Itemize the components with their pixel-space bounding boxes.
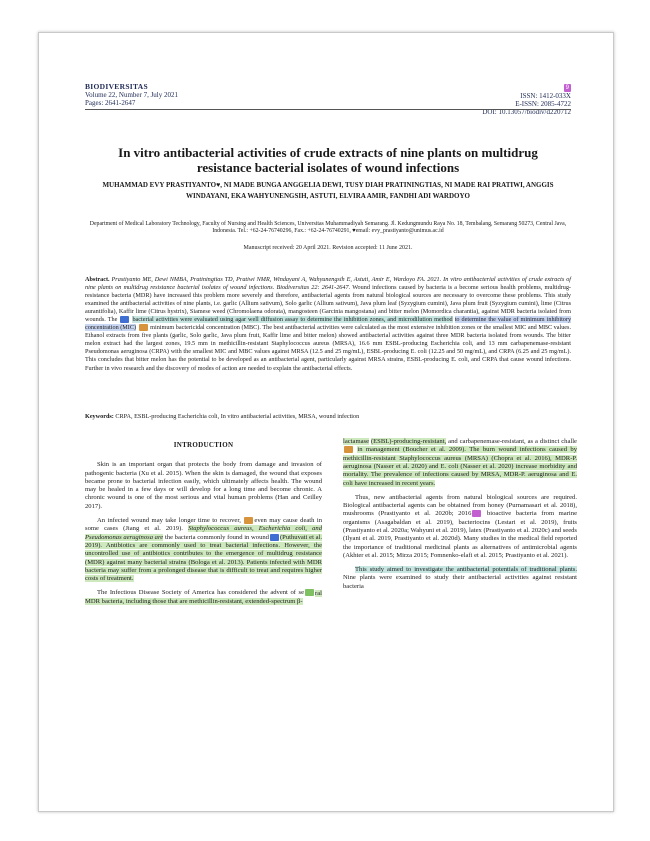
highlighted-text: (Puthuvati et al. 2019). Antibiotics are commonly used to treat bacterial infections. However, the uncontrolled use of antibiotics contributes to the emergence of multidrug resistance (MDR) against many bacterial strains (Bologa et al. 2013). Patients infected with MDR bacteria may suffer from a prolonged disease that is difficult to treat and requires higher costs of treatment.: [85, 533, 323, 583]
highlighted-text: lactamase: [343, 438, 369, 445]
journal-name: BIODIVERSITAS: [85, 82, 148, 91]
text-span: bioactive bacteria from marine organisms (Asagabaldan et al. 2019), bacteriocins (Lestari et al. 2019), fruits (Prastiyanto et al. 2020a; Wahyuni et al. 2019), latex (Prastiyanto et al. 2020c) and seeds (Ilyani et al. 2019, Prastiyanto et al. 2020d). Many studies in the medical field reported the importance of traditional medicinal plants as alternatives of antimicrobial agents (Akhter et al. 2015; Mirza 2015; Fomnenko-elafi et al. 2015; Prastiyanto et al. 2021).: [343, 510, 577, 559]
keywords-text: CRPA, ESBL-producing Escherichia coli, In vitro antibacterial activities, MRSA, wound infection: [115, 413, 360, 420]
doi: DOI: 10.13057/biodiv/d220712: [482, 108, 571, 117]
paper-page: [38, 32, 614, 812]
right-paragraph-3: [343, 566, 577, 591]
right-paragraph-2: [343, 494, 577, 560]
highlight-marker[interactable]: [344, 446, 353, 453]
affiliation: Department of Medical Laboratory Technology, Faculty of Nursing and Health Sciences, Universitas Muhammadiyah Semarang. Jl. Kedungmundu Raya No. 18, Tembalang, Semarang 50273, Central Java, Indonesia. Tel.: +62-24-76740296, Fax.: +62-24-76740291, ♥email: evy_prastiyanto@unimus.ac.id: [89, 221, 567, 234]
highlight-marker[interactable]: [244, 517, 253, 524]
intro-paragraph-3: [85, 589, 322, 606]
annotation-marker[interactable]: 9: [565, 85, 569, 91]
highlight-marker[interactable]: [120, 316, 129, 323]
journal-volume: Volume 22, Number 7, July 2021: [85, 91, 179, 100]
highlighted-text: ral MDR bacteria, including those that are methicillin-resistant, extended-spectrum β-: [85, 589, 322, 605]
intro-paragraph-2: [85, 517, 322, 583]
highlighted-text: Staphylococcus aureus, Escherichia coli, and Pseudomonas aeruginosa are: [85, 525, 322, 541]
header-divider: [85, 109, 571, 110]
journal-pages: Pages: 2641-2647: [85, 99, 136, 108]
text-span: Nine plants were examined to study their antibacterial activities against resistant bacteria: [343, 574, 577, 590]
keywords-label: Keywords:: [85, 413, 114, 420]
authors: MUHAMMAD EVY PRASTIYANTO♥, NI MADE BUNGA ANGGELIA DEWI, TUSY DIAH PRATININGTIAS, NI MADE RAI PRATIWI, ANGGIS WINDAYANI, EKA WAHYUNENGSIH, ASTUTI, ELVIRA AMIR, FANDHI ADI WARDOYO: [102, 181, 554, 200]
paper-title: In vitro antibacterial activities of crude extracts of nine plants on multidrug resistance bacterial isolates of wound infections: [118, 145, 538, 175]
right-column: [343, 438, 577, 597]
manuscript-dates: Manuscript received: 20 April 2021. Revision accepted: 11 June 2021.: [243, 245, 413, 251]
highlighted-text: (ESBL)-producing-resistant,: [370, 438, 447, 445]
abstract-text-2: bacterial activities were evaluated using agar well diffusion assay to determine the inhibition zones, and microdilution method: [132, 316, 453, 324]
highlighted-text: in management (Boucher et al. 2009). The burn wound infections caused by methicillin-resistant Staphylococcus aureus (MRSA) (Chopra et al. 2016), MDR-P. aeruginosa (Nasser et al. 2020) and E. coli (Nasser et al. 2020) increase morbidity and mortality. The prevalence of infections caused by MRSA, MDR-P. aeruginosa and E. coli have increased in recent years.: [343, 446, 577, 487]
highlight-marker[interactable]: [305, 589, 314, 596]
right-paragraph-1: [343, 438, 577, 488]
abstract-citation: Prastiyanto ME, Dewi NMBA, Pratiningtias TD, Pratiwi NMR, Windayani A, Wahyunengsih E, Astuti, Amir E, Wardoyo FA. 2021. In vitro antibacterial activities of crude extracts of nine plants on multidrug resistance bacterial isolates of wound infections. Biodiversitas 22: 2641-2647.: [85, 276, 572, 292]
abstract-text-1: Wound infections caused by bacteria is a become serious health problems, multidrug-resistance bacteria (MDR) have increased this problem more severely and therefore, antibacterial agents from natural biological sources are necessary to overcome these problems. This study examined the antibacterial activities of nine plants, i.e. garlic (Allium sativum), Solo garlic (Allium sativum), Java plum leaf (Syzygium cumini), Java plum fruit (Syzygium cumini), lime (Citrus aurantifolia), Kaffir lime (Citrus hystrix), Siamese weed (Chromolaena odorata), mangosteen (Garcinia mangostana) and bitter melon (Momordica charantia), against MDR bacteria isolated from wounds. The: [85, 284, 571, 324]
abstract-text-4: minimum bactericidal concentration (MBC). The best antibacterial activities were calculated as the most extensive inhibition zones or the smallest MIC and MBC values. Ethanol extracts from five plants (garlic, Solo garlic, Java plum fruit, Kaffir lime and bitter melon) showed antibacterial activities against three MDR bacteria isolated from wounds. The bitter melon extract had the largest zones, 19.5 mm in methicillin-resistant Staphylococcus aureus (MRSA), 16.6 mm ESBL-producing Escherichia coli, and 13 mm carbapenemase-resistant Pseudomonas aeruginosa (CRPA) with the smallest MIC and MBC values against MRSA (12.5 and 25 mg/mL), ESBL-producing E. coli (12.25 and 50 mg/mL), and CRPA (6.25 and 25 mg/mL). This concludes that bitter melon has the potential to be developed as an antibacterial agent, particularly against MRSA strains, ESBL-producing E. coli, and CRPA that cause wound infections. Further in vivo research and the discovery of modes of action are needed to explain the antibacterial effects.: [85, 324, 571, 372]
highlight-marker[interactable]: [472, 510, 481, 517]
left-column: [85, 441, 322, 612]
text-span: and carbapenemase-resistant, as a distinct challe: [448, 438, 577, 445]
intro-heading: INTRODUCTION: [173, 441, 234, 449]
eissn: E-ISSN: 2085-4722: [515, 100, 571, 109]
highlight-marker[interactable]: [139, 324, 148, 331]
keywords: [85, 413, 571, 421]
abstract-label: Abstract.: [85, 276, 110, 283]
text-span: Thus, new antibacterial agents from natural biological sources are required. Biological antibacterial agents can be obtained from honey (Purnamasari et al. 2018), mushrooms (Prastiyanto et al. 2020b; 2016: [343, 493, 577, 518]
highlight-marker[interactable]: [270, 534, 279, 541]
text-span: An infected wound may take longer time to recover,: [97, 517, 241, 525]
abstract: [85, 276, 571, 373]
highlighted-text: This study aimed to investigate the antibacterial potentials of traditional plants.: [355, 566, 577, 574]
journal-header: [85, 83, 178, 108]
abstract-text-3: to determine the value of minimum inhibitory concentration (MIC): [85, 316, 572, 332]
text-span: the bacteria commonly found in wound: [164, 533, 269, 541]
text-span: The Infectious Disease Society of America has considered the advent of se: [97, 589, 305, 597]
issn-block: [482, 83, 571, 117]
text-span: even may cause death in some cases (Jiang et al. 2019).: [85, 517, 322, 533]
issn: ISSN: 1412-033X: [520, 92, 571, 100]
intro-paragraph-1: Skin is an important organ that protects the body from damage and invasion of pathogenic bacteria (Xu et al. 2015). When the skin is damaged, the wound that exposes became prone to bacterial infection easily, which ultimately affects health. The wound may be healed in a few days or will develop for a long time and become chronic. A chronic wound is one of the most serious and vital human problems (Han and Ceilley 2017).: [85, 461, 322, 510]
